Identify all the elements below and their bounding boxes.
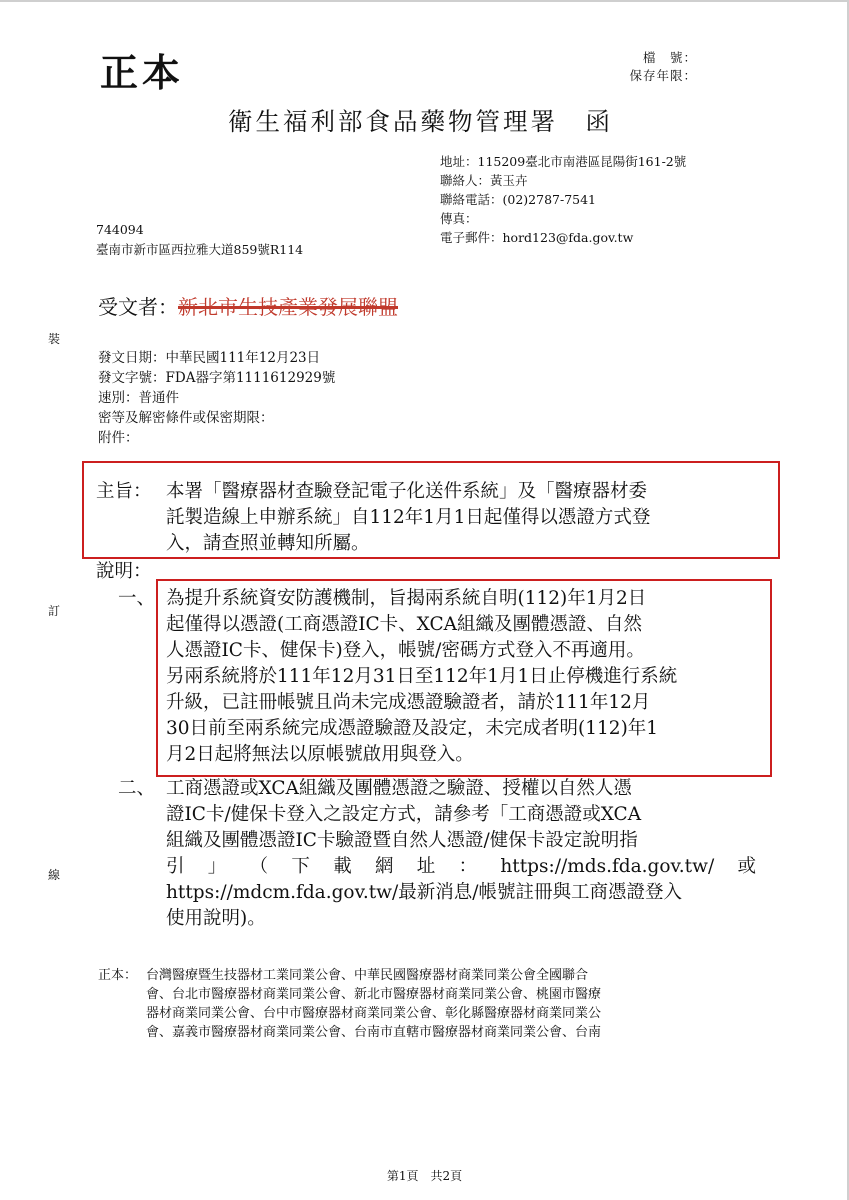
item-1-line-3: 人憑證IC卡、健保卡)登入，帳號/密碼方式登入不再適用。 — [166, 640, 645, 661]
agency-title: 衛生福利部食品藥物管理署 函 — [228, 107, 613, 136]
cc-line-2: 會、台北市醫療器材商業同業公會、新北市醫療器材商業同業公會、桃園市醫療 — [146, 987, 602, 1002]
binding-mark-zhuang: 裝 — [48, 332, 61, 346]
item-1-line-6: 30日前至兩系統完成憑證驗證及設定，未完成者明(112)年1 — [166, 718, 659, 739]
item-2-line-6: 使用說明)。 — [166, 908, 266, 929]
spread-token: 或 — [737, 856, 756, 877]
item-1-number: 一、 — [118, 588, 156, 609]
item-2-line-3: 組織及團體憑證IC卡驗證暨自然人憑證/健保卡設定說明指 — [166, 830, 638, 851]
cc-line-4: 會、嘉義市醫療器材商業同業公會、台南市直轄市醫療器材商業同業公會、台南 — [146, 1025, 602, 1040]
spread-token: 引 — [166, 856, 185, 877]
cc-line-3: 器材商業同業公會、台中市醫療器材商業同業公會、彰化縣醫療器材商業同業公 — [146, 1006, 602, 1021]
original-copy-stamp: 正本 — [100, 50, 185, 95]
spread-token: （ — [249, 856, 269, 877]
spread-token: 載 — [333, 856, 352, 877]
spread-token: 網 — [374, 856, 394, 877]
contact-address: 地址：115209臺北市南港區昆陽街161-2號 — [440, 154, 687, 169]
spread-token: ： — [458, 856, 478, 877]
subject-line-2: 託製造線上申辦系統」自112年1月1日起僅得以憑證方式登 — [166, 507, 651, 528]
attachment: 附件： — [98, 430, 139, 446]
item-2-number: 二、 — [118, 778, 156, 799]
retention-period: 保存年限： — [629, 68, 697, 83]
subject-line-3: 入，請查照並轉知所屬。 — [166, 533, 370, 554]
spread-token: 址 — [416, 856, 436, 877]
file-number: 檔 號： — [642, 50, 697, 65]
cc-line-1: 台灣醫療暨生技器材工業同業公會、中華民國醫療器材商業同業公會全國聯合 — [146, 968, 589, 983]
spread-token: 」 — [207, 856, 227, 877]
recipient — [98, 291, 398, 320]
page-top-edge — [0, 0, 849, 2]
contact-email: 電子郵件：hord123@fda.gov.tw — [440, 230, 634, 245]
secrecy-level: 密等及解密條件或保密期限： — [98, 410, 274, 426]
item-2-line-1: 工商憑證或XCA組織及團體憑證之驗證、授權以自然人憑 — [166, 778, 632, 799]
recipient-label: 受文者： — [98, 295, 178, 319]
delivery-speed: 速別：普通件 — [98, 390, 179, 406]
postal-code: 744094 — [96, 222, 144, 237]
document-number: 發文字號：FDA器字第1111612929號 — [98, 370, 336, 386]
binding-mark-xian: 線 — [48, 868, 61, 882]
item-1-line-5: 升級，已註冊帳號且尚未完成憑證驗證者，請於111年12月 — [166, 692, 651, 713]
issue-date: 發文日期：中華民國111年12月23日 — [98, 350, 321, 366]
subject-label: 主旨： — [96, 481, 152, 502]
contact-person: 聯絡人：黃玉卉 — [440, 173, 528, 188]
spread-token: 下 — [291, 856, 310, 877]
mailing-address: 臺南市新市區西拉雅大道859號R114 — [96, 242, 304, 257]
item-1-line-7: 月2日起將無法以原帳號啟用與登入。 — [166, 744, 474, 765]
page-footer: 第1頁 共2頁 — [386, 1169, 463, 1183]
contact-phone: 聯絡電話：(02)2787-7541 — [440, 192, 597, 207]
item-2-line-2: 證IC卡/健保卡登入之設定方式，請參考「工商憑證或XCA — [166, 804, 642, 825]
download-url-1: https://mds.fda.gov.tw/ — [500, 856, 715, 877]
item-2-line-4 — [166, 854, 756, 880]
item-1-line-1: 為提升系統資安防護機制，旨揭兩系統自明(112)年1月2日 — [166, 588, 647, 609]
binding-mark-ding: 訂 — [48, 604, 61, 618]
recipient-name-struck: 新北市生技產業發展聯盟 — [178, 295, 398, 319]
item-2-line-5: https://mdcm.fda.gov.tw/最新消息/帳號註冊與工商憑證登入 — [166, 882, 682, 903]
contact-fax: 傳真： — [440, 211, 478, 226]
cc-label: 正本： — [98, 968, 138, 983]
item-1-line-2: 起僅得以憑證(工商憑證IC卡、XCA組織及團體憑證、自然 — [166, 614, 643, 635]
explanation-label: 說明： — [96, 561, 152, 582]
subject-line-1: 本署「醫療器材查驗登記電子化送件系統」及「醫療器材委 — [166, 481, 648, 502]
item-1-line-4: 另兩系統將於111年12月31日至112年1月1日止停機進行系統 — [166, 666, 678, 687]
